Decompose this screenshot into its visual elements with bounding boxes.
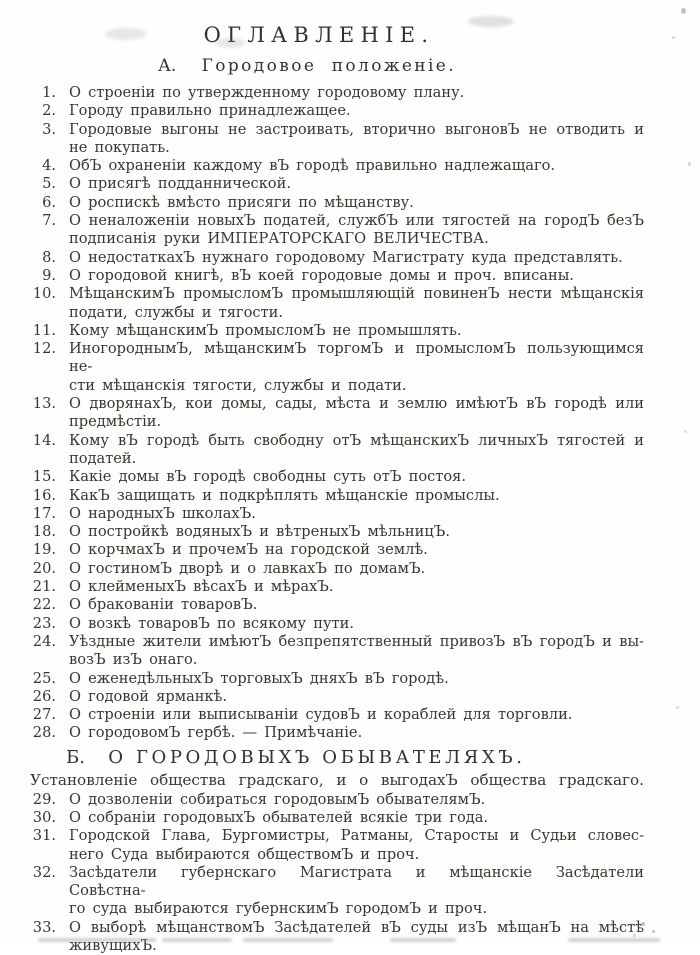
toc-line: О постройкѣ водяныхЪ и вѣтреныхЪ мѣльницЪ.: [69, 523, 450, 541]
toc-item: [30, 615, 644, 633]
toc-item-number: 23.: [32, 614, 56, 632]
toc-list-section-b: [30, 791, 644, 955]
toc-line: живущихЪ.: [69, 937, 157, 955]
toc-line: Какіе домы вЪ городѣ свободны суть отЪ постоя.: [69, 468, 466, 486]
toc-item: [30, 432, 644, 469]
toc-line: подписанія руки ИМПЕРАТОРСКАГО ВЕЛИЧЕСТВА.: [69, 230, 489, 248]
scan-speck: [681, 8, 686, 14]
toc-item: [30, 157, 644, 175]
toc-line: Кому мѣщанскимЪ промысломЪ не промышлять.: [69, 321, 462, 339]
toc-item: [30, 468, 644, 486]
toc-item-text: [69, 175, 644, 193]
toc-item-text: [69, 670, 644, 688]
toc-item: [30, 487, 644, 505]
toc-item-number: 31.: [32, 827, 56, 845]
section-b-heading-text: О ГОРОДОВЫХЪ ОБЫВАТЕЛЯХЪ.: [108, 746, 526, 768]
toc-item-number: 29.: [32, 790, 56, 808]
toc-line: О выборѣ мѣщанствомЪ Засѣдателей вЪ суды изЪ мѣщанЪ на мѣстѣ: [69, 918, 644, 936]
section-a-label: А.: [157, 56, 177, 76]
toc-item: [30, 194, 644, 212]
toc-line: него Суда выбираются обществомЪ и проч.: [69, 845, 420, 863]
toc-item-text: [69, 864, 644, 919]
toc-item-text: [69, 541, 644, 559]
toc-line: О гостиномЪ дворѣ и о лавкахЪ по домамЪ.: [69, 559, 426, 577]
toc-line: О клейменыхЪ вѣсахЪ и мѣрахЪ.: [69, 578, 334, 596]
toc-line: О недостаткахЪ нужнаго городовому Магистрату куда представлять.: [69, 248, 623, 266]
toc-item-number: 7.: [42, 212, 56, 230]
toc-item-text: [69, 102, 644, 120]
table-of-contents: [30, 20, 644, 955]
toc-line: подати, службы и тягости.: [69, 303, 283, 321]
toc-item-text: [69, 322, 644, 340]
toc-item-text: [69, 395, 644, 432]
toc-line: О городовомЪ гербѣ. — Примѣчаніе.: [69, 724, 363, 742]
toc-item-text: [69, 633, 644, 670]
toc-line: О бракованіи товаровЪ.: [69, 596, 258, 614]
toc-item-text: [69, 267, 644, 285]
toc-item: [30, 249, 644, 267]
toc-line: О собраніи городовыхЪ обывателей всякіе три года.: [69, 808, 489, 826]
toc-item-number: 12.: [32, 340, 56, 358]
toc-item-number: 27.: [32, 706, 56, 724]
toc-item-text: [69, 791, 644, 809]
toc-item: [30, 864, 644, 919]
toc-item-number: 32.: [32, 863, 56, 881]
toc-list-section-a: [30, 84, 644, 743]
toc-item: [30, 84, 644, 102]
toc-item: [30, 285, 644, 322]
toc-item: [30, 267, 644, 285]
toc-line: ИногороднымЪ, мѣщанскимЪ торгомЪ и промысломЪ пользующимся не-: [69, 340, 644, 376]
toc-item: [30, 791, 644, 809]
toc-line: О годовой ярманкѣ.: [69, 687, 228, 705]
toc-item: [30, 340, 644, 395]
toc-item-text: [69, 84, 644, 102]
toc-item-number: 4.: [42, 157, 56, 175]
toc-item: [30, 102, 644, 120]
toc-item-text: [69, 724, 644, 742]
scan-speck: [688, 162, 691, 166]
section-b-heading: [66, 745, 644, 770]
scan-speck: [652, 930, 655, 933]
toc-item-text: [69, 505, 644, 523]
toc-item-number: 10.: [32, 285, 56, 303]
toc-item-number: 5.: [42, 175, 56, 193]
toc-item: [30, 578, 644, 596]
toc-item-number: 21.: [32, 578, 56, 596]
toc-item: [30, 633, 644, 670]
toc-item: [30, 523, 644, 541]
toc-line: О еженедѣльныхЪ торговыхЪ дняхЪ вЪ городѣ.: [69, 669, 449, 687]
toc-item: [30, 724, 644, 742]
toc-item-number: 9.: [42, 266, 56, 284]
toc-item-text: [69, 157, 644, 175]
toc-item: [30, 596, 644, 614]
toc-item: [30, 541, 644, 559]
section-b-intro: Установленіе общества градскаго, и о выгодахЪ общества градскаго.: [30, 770, 644, 789]
section-b-label: Б.: [66, 746, 85, 768]
scan-speck: [672, 36, 675, 39]
toc-line: предмѣстіи.: [69, 413, 162, 431]
toc-line: О дворянахЪ, кои домы, сады, мѣста и землю имѣютЪ вЪ городѣ или: [69, 395, 644, 413]
toc-item-number: 16.: [32, 486, 56, 504]
toc-item-number: 18.: [32, 523, 56, 541]
toc-item-text: [69, 194, 644, 212]
toc-item-number: 1.: [42, 84, 56, 101]
toc-item: [30, 322, 644, 340]
toc-line: податей.: [69, 449, 137, 467]
toc-item: [30, 706, 644, 724]
toc-line: го суда выбираются губернскимЪ городомЪ и проч.: [69, 900, 488, 918]
toc-item-number: 26.: [32, 687, 56, 705]
toc-line: О возкѣ товаровЪ по всякому пути.: [69, 614, 354, 632]
scan-speck: [676, 706, 679, 709]
toc-item: [30, 919, 644, 955]
toc-line: О городовой книгѣ, вЪ коей городовые домы и проч. вписаны.: [69, 266, 574, 284]
toc-item: [30, 809, 644, 827]
toc-item-number: 20.: [32, 559, 56, 577]
toc-item-number: 8.: [42, 248, 56, 266]
toc-item-text: [69, 523, 644, 541]
toc-line: О строеніи по утвержденному городовому плану.: [69, 84, 465, 101]
section-a-heading: [30, 55, 584, 77]
toc-line: не покупать.: [69, 138, 170, 156]
scan-speck: [684, 430, 687, 433]
toc-item-number: 17.: [32, 504, 56, 522]
toc-item-text: [69, 809, 644, 827]
toc-line: Городской Глава, Бургомистры, Ратманы, Старосты и Судьи словес-: [69, 827, 644, 845]
toc-item-text: [69, 827, 644, 864]
toc-item: [30, 395, 644, 432]
toc-item-number: 3.: [42, 120, 56, 138]
toc-line: Засѣдатели губернскаго Магистрата и мѣщанскіе Засѣдатели Совѣстна-: [69, 863, 644, 900]
toc-item-text: [69, 121, 644, 158]
toc-line: КакЪ защищать и подкрѣплять мѣщанскіе промыслы.: [69, 486, 500, 504]
toc-item-number: 14.: [32, 431, 56, 449]
toc-item-text: [69, 560, 644, 578]
section-a-heading-text: Городовое положеніе.: [201, 56, 457, 76]
toc-line: О присягѣ подданнической.: [69, 175, 291, 193]
toc-item-text: [69, 249, 644, 267]
toc-item-number: 19.: [32, 541, 56, 559]
toc-line: О роспискѣ вмѣсто присяги по мѣщанству.: [69, 193, 414, 211]
toc-line: возЪ изЪ онаго.: [69, 651, 198, 669]
toc-line: сти мѣщанскія тягости, службы и подати.: [69, 376, 407, 394]
toc-line: Городу правильно принадлежащее.: [69, 102, 351, 120]
toc-item-text: [69, 487, 644, 505]
toc-item: [30, 175, 644, 193]
toc-item-number: 13.: [32, 395, 56, 413]
toc-item-number: 25.: [32, 669, 56, 687]
toc-item-text: [69, 706, 644, 724]
toc-item-text: [69, 688, 644, 706]
toc-item-number: 6.: [42, 193, 56, 211]
toc-line: Кому вЪ городѣ быть свободну отЪ мѣщанскихЪ личныхЪ тягостей и: [69, 431, 644, 449]
toc-item: [30, 505, 644, 523]
toc-item-text: [69, 468, 644, 486]
toc-item-text: [69, 578, 644, 596]
toc-item: [30, 121, 644, 158]
toc-item: [30, 212, 644, 249]
toc-item-text: [69, 615, 644, 633]
toc-item-number: 28.: [32, 724, 56, 742]
toc-item: [30, 688, 644, 706]
toc-item-number: 22.: [32, 596, 56, 614]
toc-line: Городовые выгоны не застроивать, вторично выгоновЪ не отводить и: [69, 120, 644, 138]
toc-item-number: 11.: [32, 321, 56, 339]
toc-line: О народныхЪ школахЪ.: [69, 504, 256, 522]
toc-item: [30, 670, 644, 688]
toc-item: [30, 560, 644, 578]
toc-item-number: 30.: [32, 808, 56, 826]
toc-line: О корчмахЪ и прочемЪ на городской землѣ.: [69, 541, 428, 559]
toc-line: МѣщанскимЪ промысломЪ промышляющій повиненЪ нести мѣщанскія: [69, 285, 644, 303]
toc-item-text: [69, 212, 644, 249]
toc-item-text: [69, 340, 644, 395]
toc-item-text: [69, 596, 644, 614]
toc-line: О неналоженіи новыхЪ податей, службЪ или тягостей на городЪ безЪ: [69, 212, 644, 230]
toc-line: ОбЪ охраненіи каждому вЪ городѣ правильно надлежащаго.: [69, 157, 556, 175]
toc-line: О дозволеніи собираться городовымЪ обывателямЪ.: [69, 790, 486, 808]
toc-item-text: [69, 919, 644, 955]
toc-item-number: 2.: [42, 102, 56, 120]
toc-item-text: [69, 285, 644, 322]
toc-item-number: 33.: [32, 918, 56, 936]
toc-line: О строеніи или выписываніи судовЪ и кораблей для торговли.: [69, 706, 573, 724]
toc-line: Уѣздные жители имѣютЪ безпрепятственный привозЪ вЪ городЪ и вы-: [69, 632, 644, 650]
toc-item-number: 15.: [32, 468, 56, 486]
toc-item-text: [69, 432, 644, 469]
toc-item-number: 24.: [32, 632, 56, 650]
toc-item: [30, 827, 644, 864]
page-title: ОГЛАВЛЕНІЕ.: [203, 23, 435, 47]
